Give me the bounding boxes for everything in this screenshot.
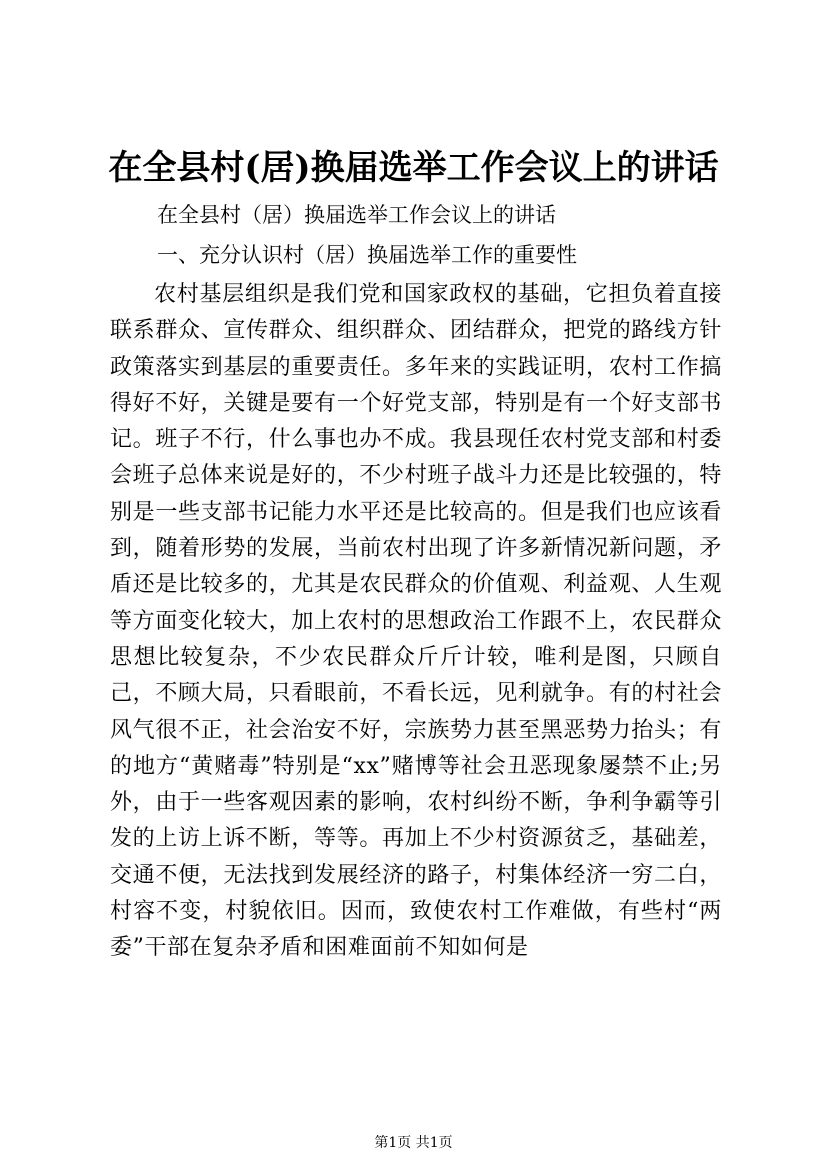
- section-heading: 一、充分认识村（居）换届选举工作的重要性: [157, 243, 577, 267]
- document-subtitle: 在全县村（居）换届选举工作会议上的讲话: [157, 203, 556, 227]
- body-paragraph: 农村基层组织是我们党和国家政权的基础，它担负着直接联系群众、宣传群众、组织群众、团结群众，把党的路线方针政策落实到基层的重要责任。多年来的实践证明，农村工作搞得好不好，关键是要有一个好党支部，特别是有一个好支部书记。班子不行，什么事也办不成。我县现任农村党支部和村委会班子总体来说是好的，不少村班子战斗力还是比较强的，特别是一些支部书记能力水平还是比较高的。但是我们也应该看到，随着形势的发展，当前农村出现了许多新情况新问题，矛盾还是比较多的，尤其是农民群众的价值观、利益观、人生观等方面变化较大，加上农村的思想政治工作跟不上，农民群众思想比较复杂，不少农民群众斤斤计较，唯利是图，只顾自己，不顾大局，只看眼前，不看长远，见利就争。有的村社会风气很不正，社会治安不好，宗族势力甚至黑恶势力抬头；有的地方“黄赌毒”特别是“xx”赌博等社会丑恶现象屡禁不止;另外，由于一些客观因素的影响，农村纠纷不断，争利争霸等引发的上访上诉不断，等等。再加上不少村资源贫乏，基础差，交通不便，无法找到发展经济的路子，村集体经济一穷二白，村容不变，村貌依旧。因而，致使农村工作难做，有些村“两委”干部在复杂矛盾和困难面前不知如何是: [110, 282, 722, 961]
- page-footer: 第1页 共1页: [374, 1135, 453, 1151]
- document-title: 在全县村(居)换届选举工作会议上的讲话: [108, 148, 719, 188]
